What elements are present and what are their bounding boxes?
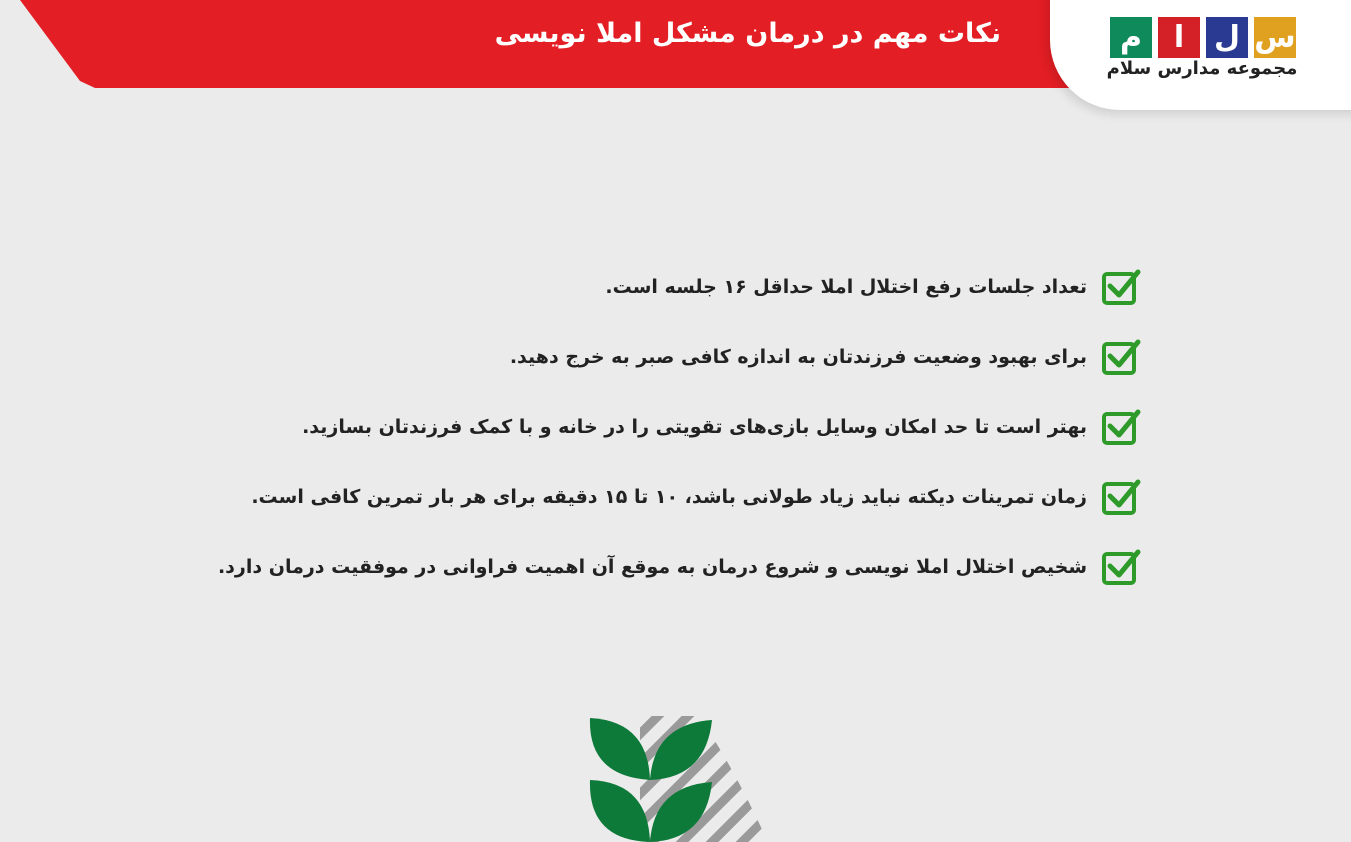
list-item bbox=[218, 322, 1141, 392]
checkbox-check-icon bbox=[1101, 548, 1141, 586]
item-text: زمان تمرینات دیکته نباید زیاد طولانی باشد، ۱۰ تا ۱۵ دقیقه برای هر بار تمرین کافی است. bbox=[251, 486, 1087, 508]
list-item bbox=[218, 392, 1141, 462]
logo-letter: ل bbox=[1206, 17, 1248, 58]
item-text: برای بهبود وضعیت فرزندتان به اندازه کافی صبر به خرج دهید. bbox=[509, 346, 1087, 368]
list-item bbox=[218, 462, 1141, 532]
logo-letter: م bbox=[1110, 17, 1152, 58]
tips-list bbox=[218, 252, 1141, 602]
item-text: بهتر است تا حد امکان وسایل بازی‌های تقویتی را در خانه و با کمک فرزندتان بسازید. bbox=[302, 416, 1087, 438]
list-item bbox=[218, 252, 1141, 322]
page-title: نکات مهم در درمان مشکل املا نویسی bbox=[494, 18, 1001, 49]
logo bbox=[1110, 17, 1296, 58]
item-text: تعداد جلسات رفع اختلال املا حداقل ۱۶ جلسه است. bbox=[605, 276, 1087, 298]
checkbox-check-icon bbox=[1101, 268, 1141, 306]
checkbox-check-icon bbox=[1101, 408, 1141, 446]
list-item bbox=[218, 532, 1141, 602]
logo-letter: ا bbox=[1158, 17, 1200, 58]
item-text: شخیص اختلال املا نویسی و شروع درمان به موقع آن اهمیت فراوانی در موفقیت درمان دارد. bbox=[217, 556, 1087, 578]
plant-leaves-icon bbox=[588, 716, 768, 842]
logo-letter: س bbox=[1254, 17, 1296, 58]
checkbox-check-icon bbox=[1101, 338, 1141, 376]
checkbox-check-icon bbox=[1101, 478, 1141, 516]
logo-name: مجموعه مدارس سلام bbox=[1106, 58, 1298, 79]
